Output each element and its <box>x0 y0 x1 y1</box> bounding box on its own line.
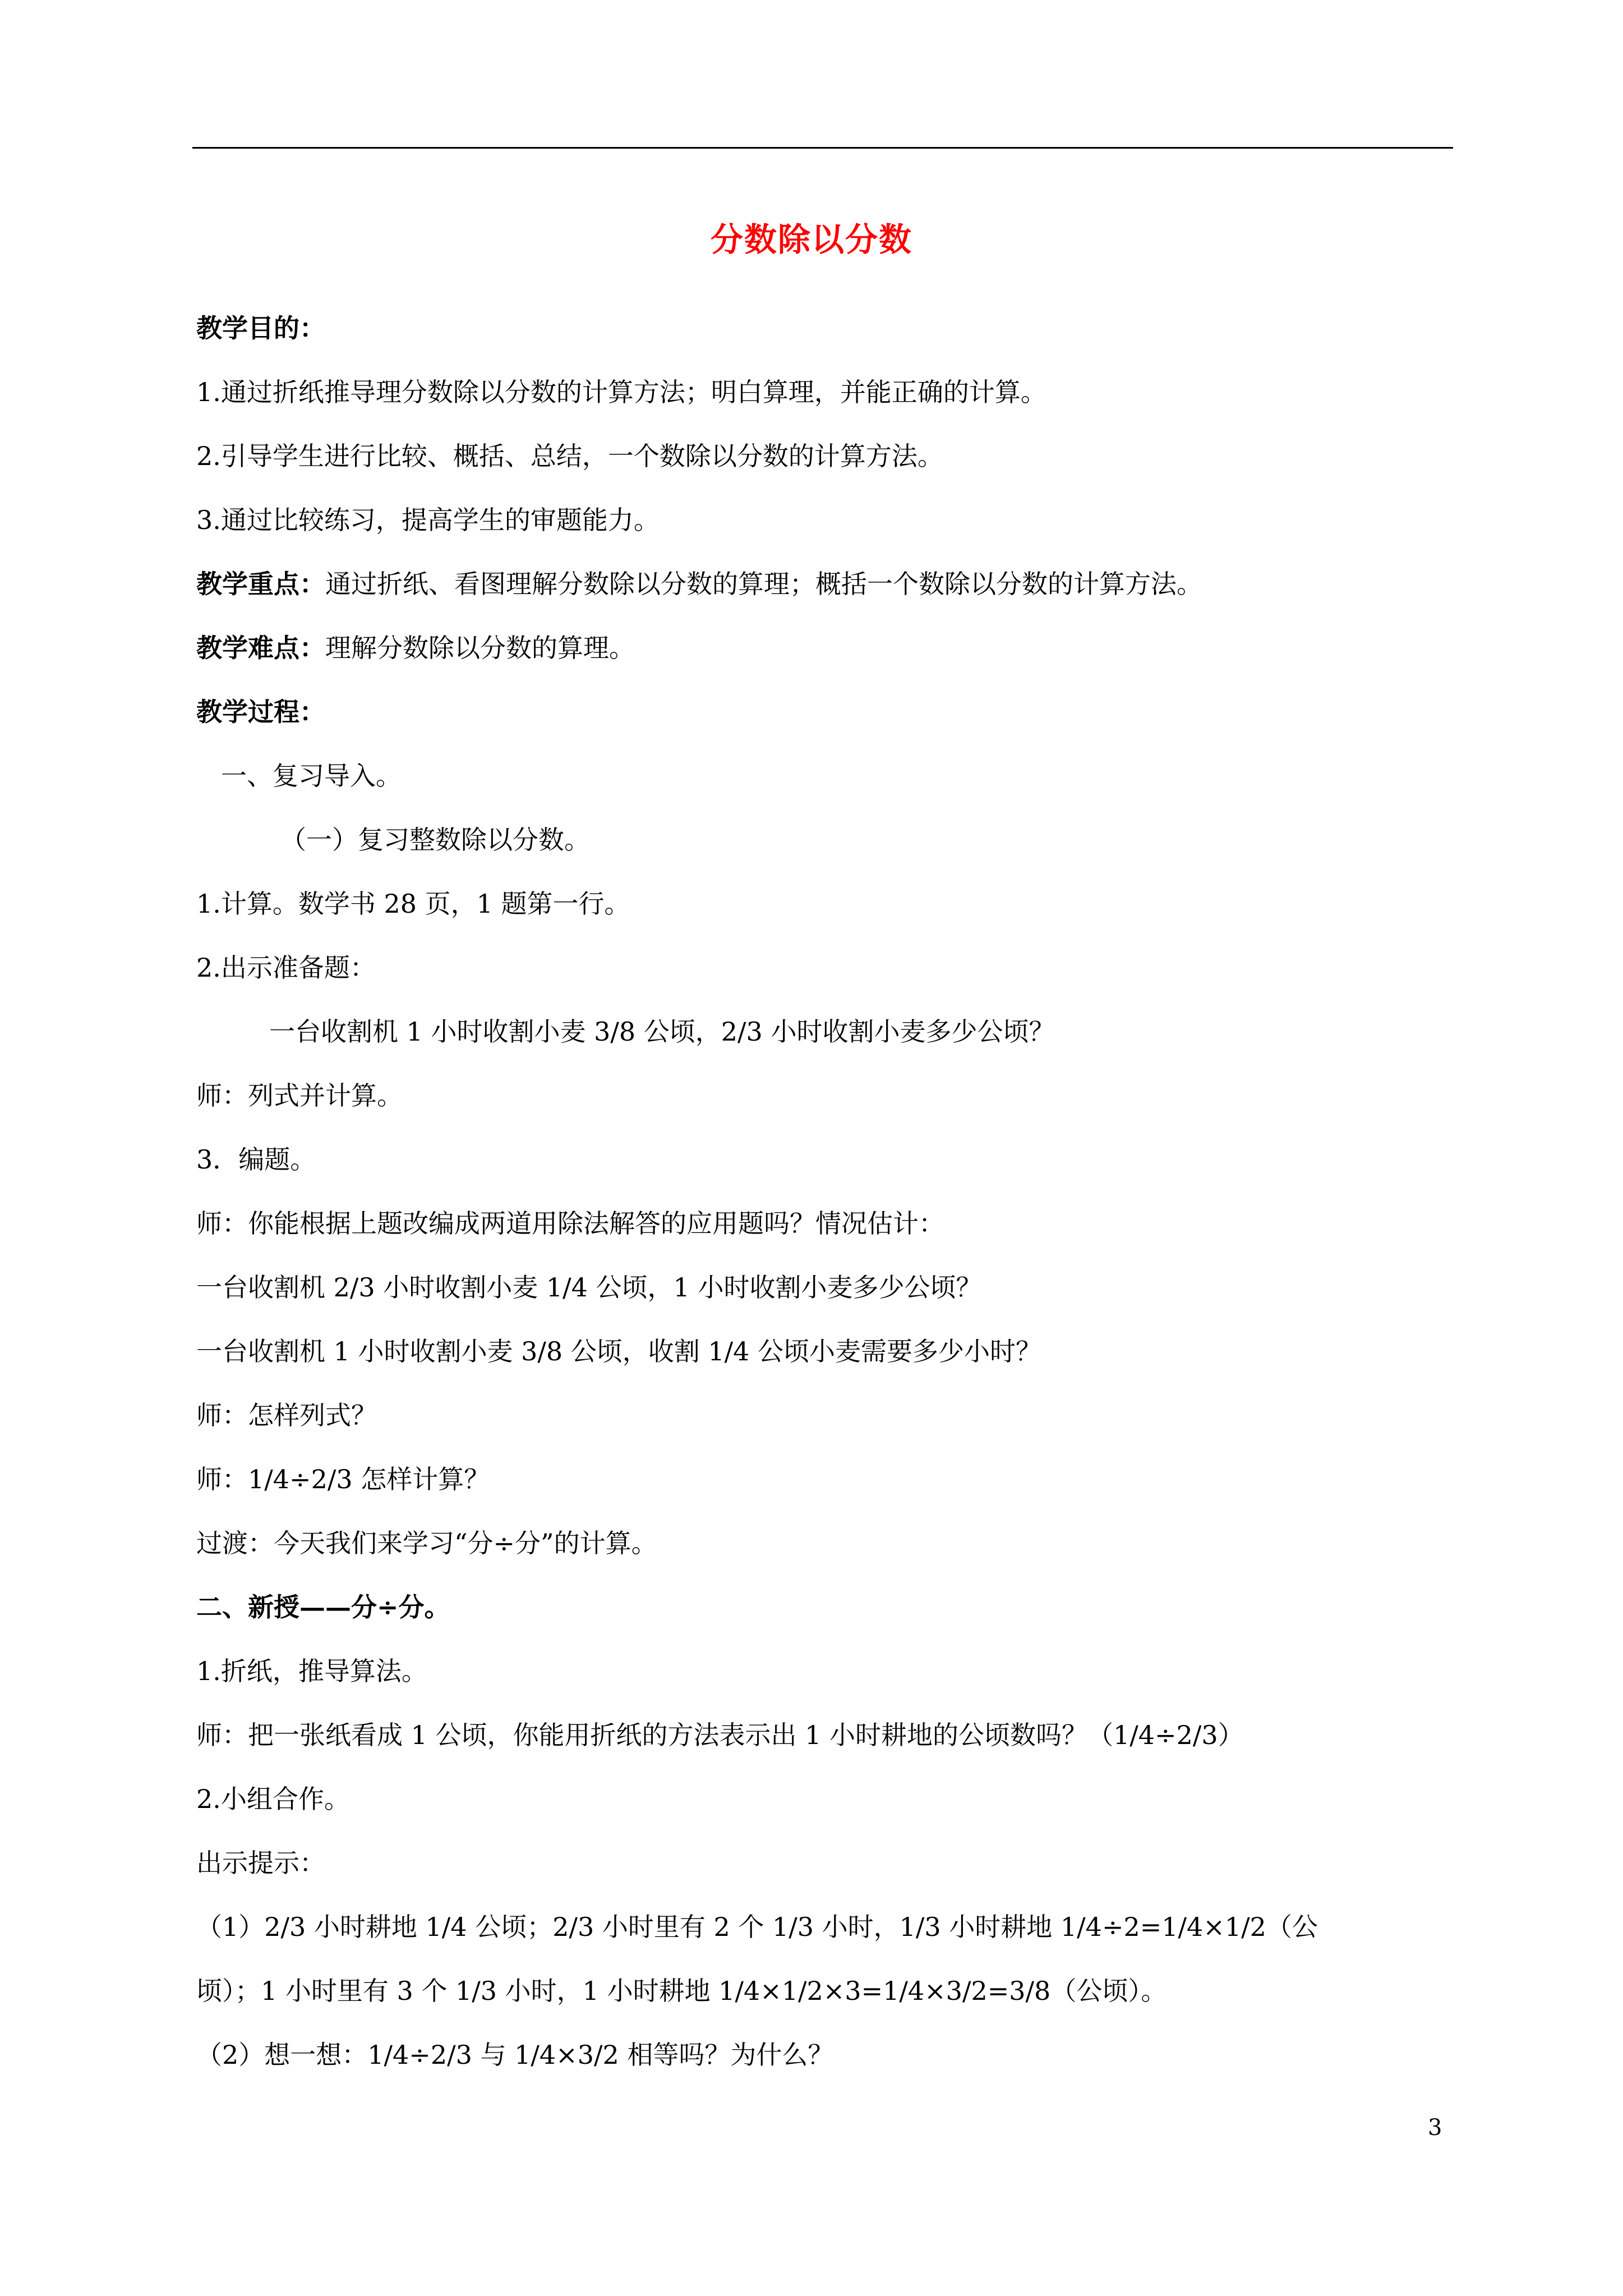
difficult-points-text: 理解分数除以分数的算理。 <box>325 633 635 663</box>
header-rule <box>192 147 1453 149</box>
paragraph-hint-2: （2）想一想：1/4÷2/3 与 1/4×3/2 相等吗？为什么？ <box>196 2040 834 2070</box>
section-heading-objectives: 教学目的： <box>196 313 325 343</box>
page-number: 3 <box>1428 2115 1442 2141</box>
difficult-points-label: 教学难点： <box>196 633 325 663</box>
subheading-review: 一、复习导入。 <box>221 761 402 791</box>
paragraph-teacher-2: 师：你能根据上题改编成两道用除法解答的应用题吗？情况估计： <box>196 1208 944 1239</box>
paragraph-teacher-5: 师：把一张纸看成 1 公顷，你能用折纸的方法表示出 1 小时耕地的公顷数吗？（1/4÷2/3） <box>196 1720 1244 1750</box>
document-body <box>196 296 1453 2087</box>
paragraph-objective-2: 2.引导学生进行比较、概括、总结，一个数除以分数的计算方法。 <box>196 441 943 471</box>
paragraph-objective-1: 1.通过折纸推导理分数除以分数的计算方法；明白算理，并能正确的计算。 <box>196 377 1046 407</box>
paragraph-key-points <box>196 552 1453 616</box>
document-title: 分数除以分数 <box>710 220 912 259</box>
section-heading-new-lesson: 二、新授——分÷分。 <box>196 1592 450 1622</box>
paragraph-new-2: 2.小组合作。 <box>196 1784 350 1814</box>
subheading-review-integer-division: （一）复习整数除以分数。 <box>280 825 590 855</box>
paragraph-teacher-1: 师：列式并计算。 <box>196 1080 403 1111</box>
section-heading-process: 教学过程： <box>196 697 325 727</box>
paragraph-example-2: 一台收割机 1 小时收割小麦 3/8 公顷，收割 1/4 公顷小麦需要多少小时？ <box>196 1336 1042 1366</box>
paragraph-review-2: 2.出示准备题： <box>196 953 376 983</box>
key-points-text: 通过折纸、看图理解分数除以分数的算理；概括一个数除以分数的计算方法。 <box>325 569 1202 599</box>
paragraph-example-1: 一台收割机 2/3 小时收割小麦 1/4 公顷，1 小时收割小麦多少公顷？ <box>196 1272 982 1303</box>
paragraph-difficult-points <box>196 616 1453 680</box>
paragraph-objective-3: 3.通过比较练习，提高学生的审题能力。 <box>196 505 660 535</box>
paragraph-teacher-3: 师：怎样列式？ <box>196 1400 377 1430</box>
key-points-label: 教学重点： <box>196 569 325 599</box>
paragraph-review-3: 3．编题。 <box>196 1144 316 1175</box>
paragraph-transition: 过渡：今天我们来学习“分÷分”的计算。 <box>196 1528 657 1558</box>
paragraph-new-1: 1.折纸，推导算法。 <box>196 1656 427 1686</box>
paragraph-hint-1-part-2: 顷）；1 小时里有 3 个 1/3 小时，1 小时耕地 1/4×1/2×3=1/4×3/2=3/8（公顷）。 <box>196 1976 1167 2006</box>
paragraph-review-1: 1.计算。数学书 28 页，1 题第一行。 <box>196 889 630 919</box>
paragraph-hint-label: 出示提示： <box>196 1848 325 1878</box>
paragraph-hint-1-part-1: （1）2/3 小时耕地 1/4 公顷；2/3 小时里有 2 个 1/3 小时，1/3 小时耕地 1/4÷2=1/4×1/2（公 <box>196 1912 1318 1942</box>
paragraph-prep-question: 一台收割机 1 小时收割小麦 3/8 公顷，2/3 小时收割小麦多少公顷？ <box>269 1016 1055 1047</box>
paragraph-teacher-4: 师：1/4÷2/3 怎样计算？ <box>196 1464 490 1494</box>
